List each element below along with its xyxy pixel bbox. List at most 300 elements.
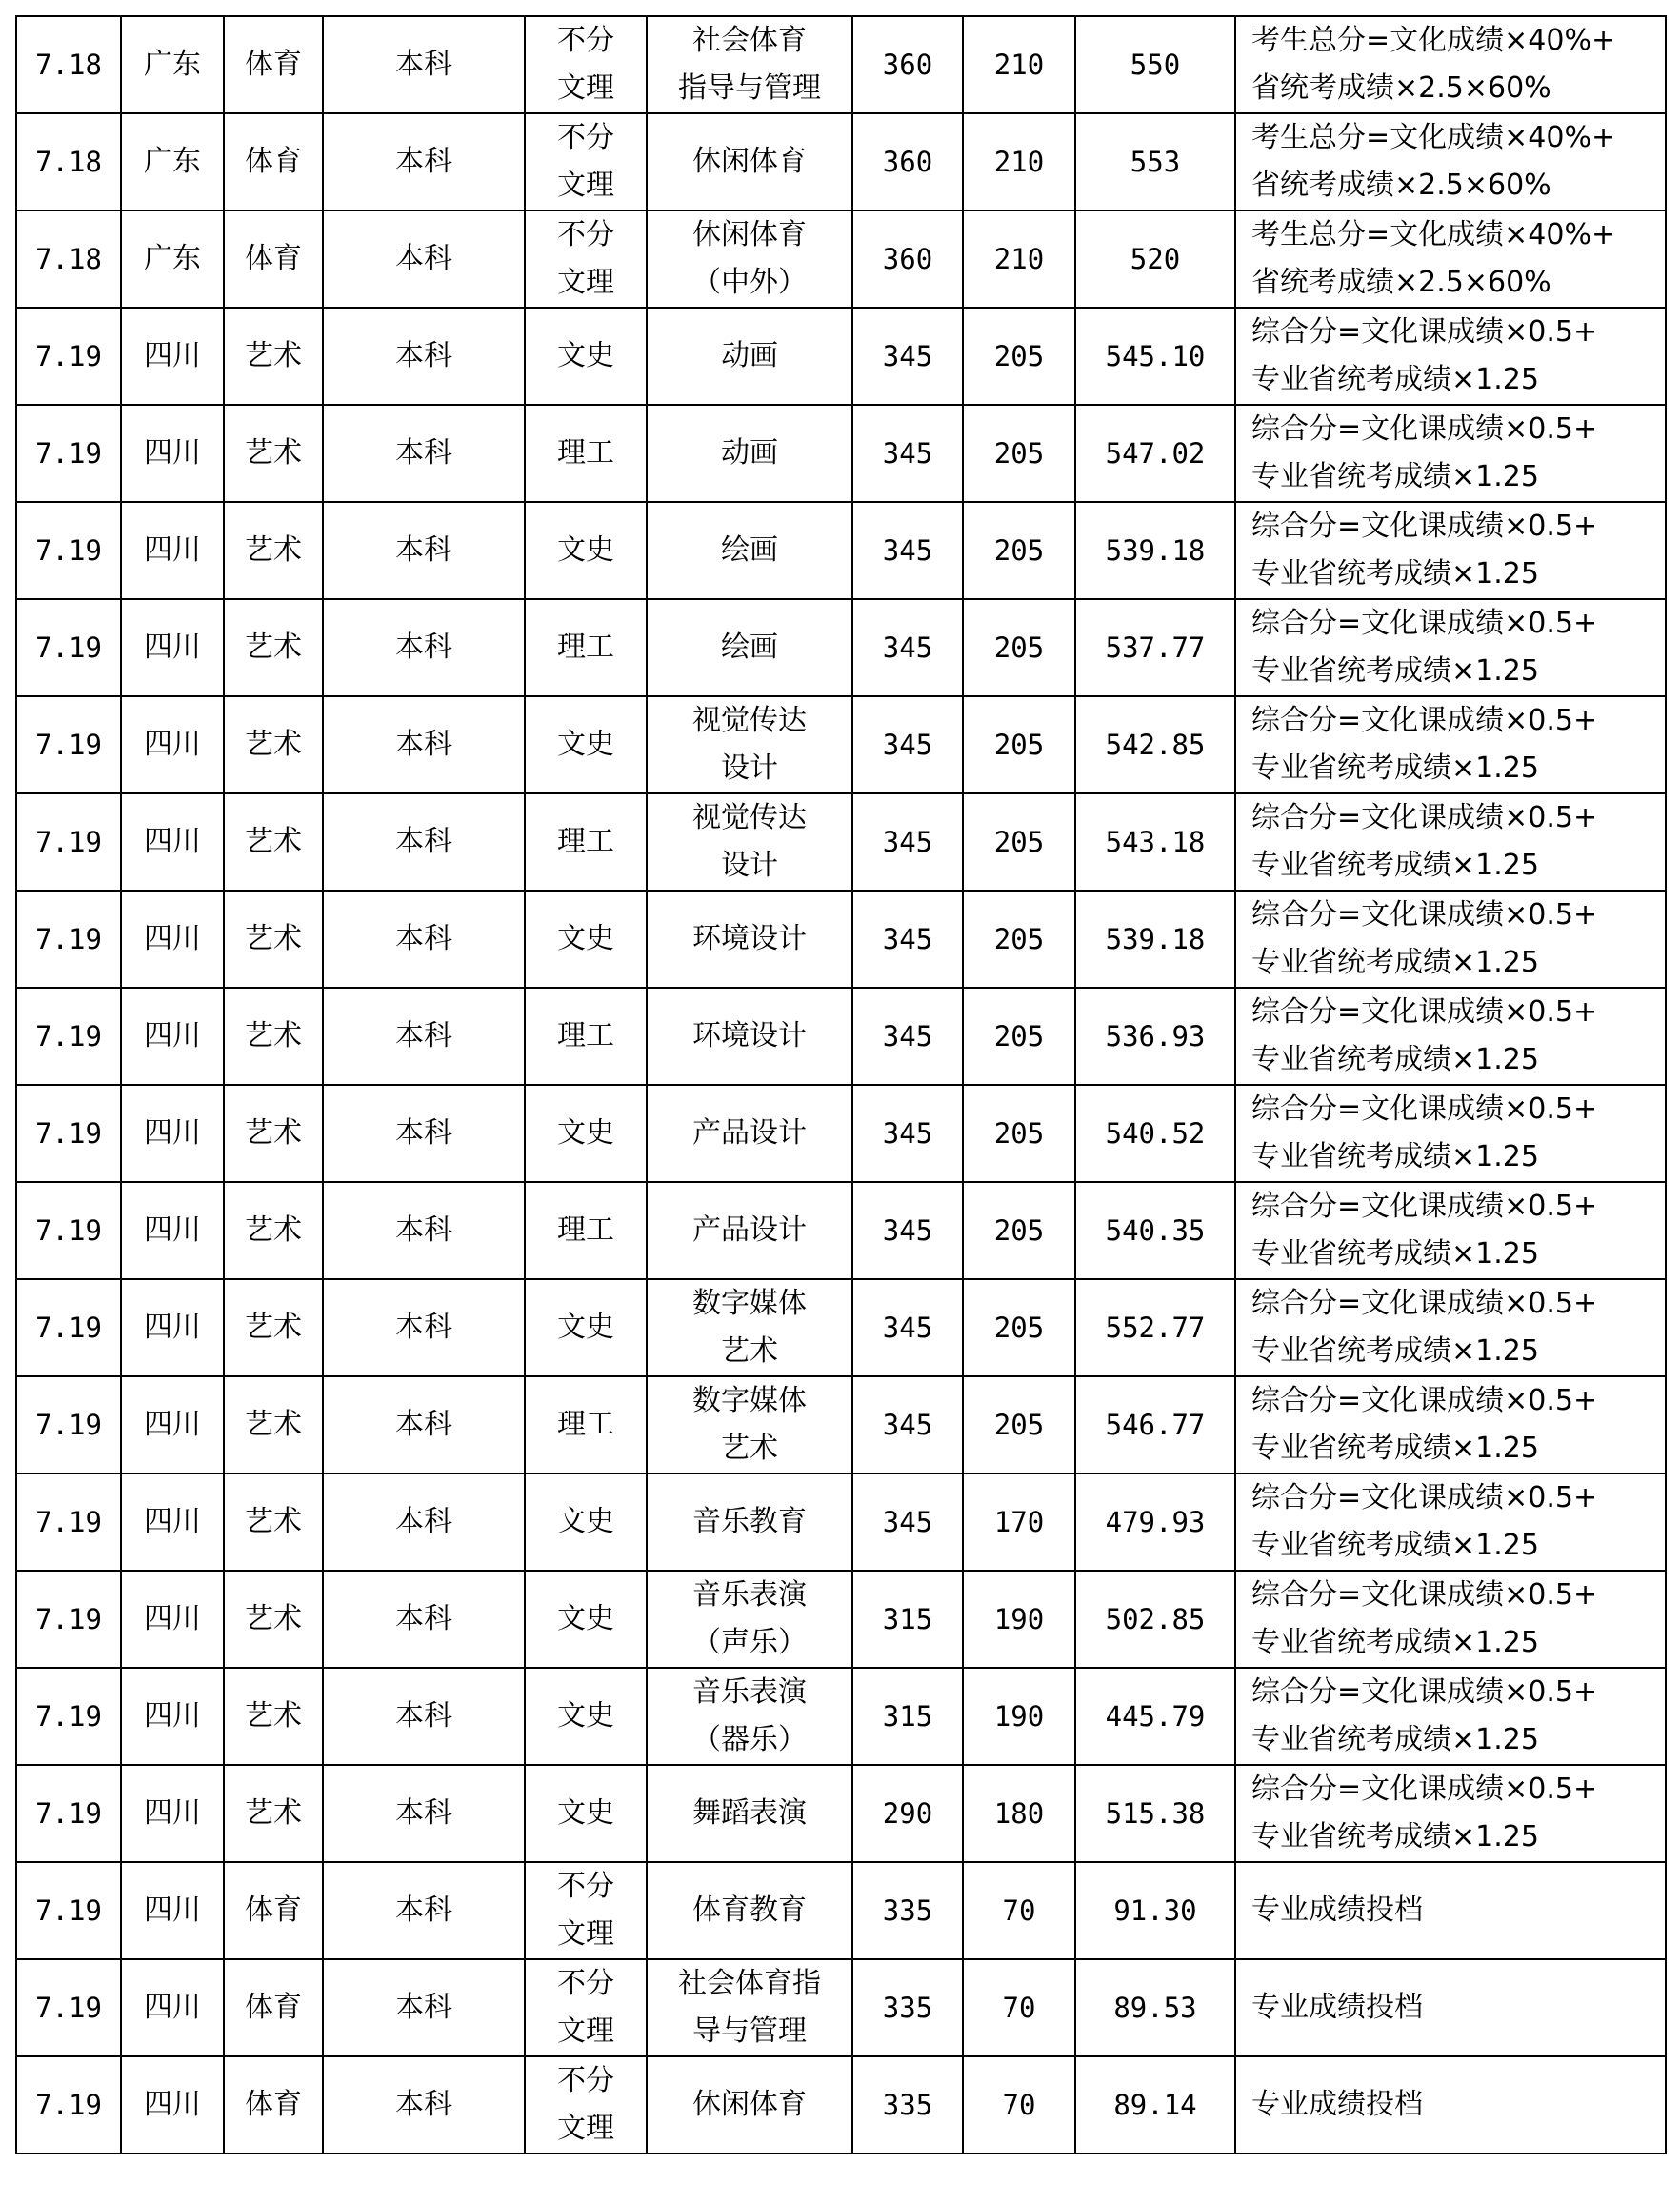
cell-col7 [852, 405, 963, 502]
cell-province-line: 四川 [144, 1116, 201, 1150]
cell-level-line: 本科 [395, 728, 452, 761]
cell-province [121, 793, 224, 891]
cell-note-line: 省统考成绩×2.5×60% [1251, 169, 1551, 202]
cell-category-line: 体育 [245, 48, 302, 81]
cell-date [16, 1279, 121, 1376]
cell-major-line: 指导与管理 [678, 71, 821, 105]
cell-track-line: 文史 [557, 1311, 614, 1344]
cell-major-line: 休闲体育 [692, 145, 807, 178]
cell-note-line: 综合分=文化课成绩×0.5+ [1251, 1481, 1598, 1514]
cell-col7 [852, 891, 963, 988]
cell-province-line: 四川 [144, 728, 201, 761]
cell-level-line: 本科 [395, 1893, 452, 1927]
cell-note [1235, 16, 1666, 113]
cell-col7 [852, 1473, 963, 1571]
cell-col7-line: 360 [882, 243, 933, 275]
cell-date [16, 599, 121, 696]
cell-note-line: 专业成绩投档 [1251, 2088, 1423, 2121]
cell-note [1235, 308, 1666, 405]
cell-col8 [963, 308, 1075, 405]
cell-major-line: 音乐表演 [692, 1675, 807, 1709]
table-row [16, 16, 1666, 113]
cell-note-line: 专业省统考成绩×1.25 [1251, 654, 1539, 688]
cell-category-line: 艺术 [245, 1602, 302, 1635]
cell-score-line: 543.18 [1105, 826, 1206, 858]
cell-note [1235, 502, 1666, 599]
cell-date [16, 16, 121, 113]
table-row [16, 502, 1666, 599]
cell-note-line: 综合分=文化课成绩×0.5+ [1251, 1675, 1598, 1709]
cell-score-line: 540.52 [1105, 1117, 1206, 1150]
cell-col8-line: 210 [993, 49, 1045, 81]
cell-major-line: 环境设计 [692, 1019, 807, 1052]
cell-province [121, 599, 224, 696]
cell-date [16, 405, 121, 502]
cell-level-line: 本科 [395, 145, 452, 178]
cell-category [224, 599, 323, 696]
cell-note [1235, 696, 1666, 793]
cell-major-line: 环境设计 [692, 922, 807, 955]
cell-note [1235, 2056, 1666, 2154]
cell-note-line: 综合分=文化课成绩×0.5+ [1251, 1190, 1598, 1223]
cell-col8-line: 180 [993, 1797, 1045, 1830]
cell-major [647, 1376, 852, 1473]
table-row [16, 891, 1666, 988]
cell-note [1235, 1571, 1666, 1668]
cell-col8-line: 70 [1002, 2089, 1036, 2121]
cell-date-line: 7.19 [35, 923, 102, 955]
cell-major-line: 设计 [721, 849, 778, 882]
cell-major [647, 1668, 852, 1765]
cell-level [323, 599, 525, 696]
cell-note-line: 专业省统考成绩×1.25 [1251, 460, 1539, 493]
cell-level-line: 本科 [395, 1991, 452, 2024]
cell-major [647, 793, 852, 891]
cell-track [525, 210, 647, 308]
cell-score [1075, 16, 1235, 113]
table-row [16, 1571, 1666, 1668]
cell-level-line: 本科 [395, 436, 452, 470]
cell-score-line: 542.85 [1105, 729, 1206, 761]
cell-col7 [852, 1376, 963, 1473]
cell-track [525, 1668, 647, 1765]
cell-major [647, 696, 852, 793]
cell-province [121, 1571, 224, 1668]
cell-score [1075, 1182, 1235, 1279]
cell-col7 [852, 113, 963, 210]
cell-category-line: 艺术 [245, 1213, 302, 1247]
cell-col8 [963, 696, 1075, 793]
cell-major [647, 1473, 852, 1571]
cell-major-line: 导与管理 [692, 2014, 807, 2048]
cell-note-line: 考生总分=文化成绩×40%+ [1251, 24, 1616, 57]
cell-major [647, 599, 852, 696]
cell-major-line: 舞蹈表演 [692, 1796, 807, 1830]
cell-col7 [852, 1085, 963, 1182]
cell-col8 [963, 988, 1075, 1085]
cell-note [1235, 1182, 1666, 1279]
cell-col7-line: 360 [882, 146, 933, 178]
cell-level-line: 本科 [395, 339, 452, 372]
cell-col7 [852, 1668, 963, 1765]
cell-col7-line: 345 [882, 1214, 933, 1247]
cell-col7 [852, 1182, 963, 1279]
cell-note [1235, 1668, 1666, 1765]
cell-category-line: 艺术 [245, 1505, 302, 1538]
cell-level [323, 308, 525, 405]
cell-note-line: 专业省统考成绩×1.25 [1251, 849, 1539, 882]
table-row [16, 1182, 1666, 1279]
cell-score [1075, 113, 1235, 210]
cell-level [323, 1182, 525, 1279]
cell-category [224, 1959, 323, 2056]
cell-track-line: 文史 [557, 1602, 614, 1635]
cell-category-line: 艺术 [245, 728, 302, 761]
cell-note-line: 专业省统考成绩×1.25 [1251, 1237, 1539, 1271]
cell-note [1235, 1473, 1666, 1571]
cell-major-line: 视觉传达 [692, 704, 807, 737]
cell-major [647, 2056, 852, 2154]
cell-track-line: 文史 [557, 339, 614, 372]
cell-category-line: 体育 [245, 242, 302, 275]
cell-major-line: 休闲体育 [692, 2088, 807, 2121]
cell-note [1235, 1085, 1666, 1182]
table-row [16, 1085, 1666, 1182]
cell-note-line: 专业成绩投档 [1251, 1893, 1423, 1927]
cell-province-line: 四川 [144, 1699, 201, 1733]
cell-note-line: 省统考成绩×2.5×60% [1251, 71, 1551, 105]
cell-date-line: 7.19 [35, 1214, 102, 1247]
cell-col8 [963, 502, 1075, 599]
cell-col8 [963, 113, 1075, 210]
cell-track [525, 1959, 647, 2056]
cell-category-line: 体育 [245, 2088, 302, 2121]
cell-col8 [963, 2056, 1075, 2154]
cell-date-line: 7.19 [35, 1992, 102, 2024]
cell-track-line: 不分 [557, 1967, 614, 2000]
cell-score [1075, 1473, 1235, 1571]
cell-col8-line: 170 [993, 1506, 1045, 1538]
cell-level [323, 1765, 525, 1862]
cell-province [121, 1279, 224, 1376]
table-row [16, 1862, 1666, 1959]
cell-track [525, 988, 647, 1085]
cell-category [224, 1279, 323, 1376]
cell-level-line: 本科 [395, 533, 452, 567]
table-row [16, 1376, 1666, 1473]
cell-col8 [963, 793, 1075, 891]
cell-date-line: 7.19 [35, 1797, 102, 1830]
cell-score-line: 536.93 [1105, 1020, 1206, 1052]
table-row [16, 793, 1666, 891]
cell-score-line: 89.53 [1113, 1992, 1197, 2024]
cell-date [16, 1182, 121, 1279]
cell-level-line: 本科 [395, 922, 452, 955]
cell-major [647, 210, 852, 308]
cell-note-line: 专业省统考成绩×1.25 [1251, 946, 1539, 979]
cell-level-line: 本科 [395, 1019, 452, 1052]
cell-score [1075, 502, 1235, 599]
cell-category [224, 1765, 323, 1862]
cell-note [1235, 405, 1666, 502]
cell-score-line: 540.35 [1105, 1214, 1206, 1247]
cell-category-line: 艺术 [245, 1019, 302, 1052]
cell-province-line: 四川 [144, 436, 201, 470]
cell-track-line: 理工 [557, 1408, 614, 1441]
cell-col7-line: 335 [882, 2089, 933, 2121]
cell-level-line: 本科 [395, 2088, 452, 2121]
cell-major-line: 音乐表演 [692, 1578, 807, 1612]
cell-level-line: 本科 [395, 1699, 452, 1733]
cell-province-line: 四川 [144, 1213, 201, 1247]
cell-date-line: 7.19 [35, 1894, 102, 1927]
table-row [16, 1668, 1666, 1765]
cell-province [121, 308, 224, 405]
cell-major [647, 1085, 852, 1182]
cell-date [16, 696, 121, 793]
cell-category [224, 1473, 323, 1571]
cell-note-line: 综合分=文化课成绩×0.5+ [1251, 315, 1598, 349]
cell-major [647, 308, 852, 405]
cell-level [323, 113, 525, 210]
cell-note-line: 专业省统考成绩×1.25 [1251, 1626, 1539, 1659]
cell-major [647, 16, 852, 113]
cell-col7-line: 345 [882, 340, 933, 372]
cell-date [16, 308, 121, 405]
cell-score-line: 552.77 [1105, 1312, 1206, 1344]
cell-province [121, 988, 224, 1085]
cell-category-line: 艺术 [245, 825, 302, 858]
cell-major-line: 社会体育 [692, 24, 807, 57]
cell-category [224, 308, 323, 405]
cell-province [121, 405, 224, 502]
cell-col8 [963, 1862, 1075, 1959]
cell-major [647, 988, 852, 1085]
cell-note-line: 专业省统考成绩×1.25 [1251, 751, 1539, 785]
cell-note-line: 省统考成绩×2.5×60% [1251, 266, 1551, 299]
cell-category-line: 艺术 [245, 1699, 302, 1733]
cell-province-line: 四川 [144, 1019, 201, 1052]
cell-note-line: 综合分=文化课成绩×0.5+ [1251, 1384, 1598, 1417]
cell-category-line: 艺术 [245, 1116, 302, 1150]
cell-note-line: 综合分=文化课成绩×0.5+ [1251, 412, 1598, 446]
cell-level-line: 本科 [395, 1602, 452, 1635]
cell-score-line: 539.18 [1105, 923, 1206, 955]
cell-date [16, 1765, 121, 1862]
cell-category [224, 1668, 323, 1765]
cell-date [16, 210, 121, 308]
cell-date [16, 2056, 121, 2154]
cell-col8-line: 205 [993, 923, 1045, 955]
cell-col8 [963, 210, 1075, 308]
cell-col8 [963, 599, 1075, 696]
cell-score-line: 539.18 [1105, 534, 1206, 567]
cell-track [525, 113, 647, 210]
cell-col7 [852, 210, 963, 308]
cell-major [647, 405, 852, 502]
cell-category [224, 696, 323, 793]
cell-major-line: 休闲体育 [692, 218, 807, 251]
cell-col8-line: 205 [993, 631, 1045, 664]
cell-major-line: 设计 [721, 751, 778, 785]
cell-major-line: 数字媒体 [692, 1384, 807, 1417]
cell-col8-line: 205 [993, 534, 1045, 567]
cell-province-line: 广东 [144, 242, 201, 275]
cell-province-line: 四川 [144, 922, 201, 955]
cell-province-line: 四川 [144, 1893, 201, 1927]
cell-major-line: （声乐） [692, 1626, 807, 1659]
cell-date-line: 7.19 [35, 340, 102, 372]
cell-col7-line: 345 [882, 1409, 933, 1441]
cell-col8-line: 190 [993, 1603, 1045, 1635]
cell-province-line: 四川 [144, 339, 201, 372]
cell-province [121, 1668, 224, 1765]
cell-note [1235, 1279, 1666, 1376]
cell-col8-line: 70 [1002, 1992, 1036, 2024]
cell-category [224, 1376, 323, 1473]
cell-major-line: 绘画 [721, 631, 778, 664]
cell-date-line: 7.19 [35, 1409, 102, 1441]
cell-note-line: 综合分=文化课成绩×0.5+ [1251, 898, 1598, 932]
cell-date-line: 7.19 [35, 1603, 102, 1635]
cell-score-line: 89.14 [1113, 2089, 1197, 2121]
cell-col8-line: 205 [993, 1312, 1045, 1344]
cell-track-line: 理工 [557, 1213, 614, 1247]
cell-major-line: 动画 [721, 339, 778, 372]
cell-category [224, 793, 323, 891]
cell-track-line: 不分 [557, 1870, 614, 1903]
cell-note-line: 综合分=文化课成绩×0.5+ [1251, 510, 1598, 543]
cell-date-line: 7.19 [35, 1700, 102, 1733]
cell-major [647, 1959, 852, 2056]
cell-level [323, 16, 525, 113]
table-row [16, 113, 1666, 210]
cell-date-line: 7.19 [35, 437, 102, 470]
cell-score [1075, 405, 1235, 502]
cell-score [1075, 988, 1235, 1085]
cell-major-line: 产品设计 [692, 1213, 807, 1247]
cell-note [1235, 1765, 1666, 1862]
cell-date-line: 7.19 [35, 1020, 102, 1052]
cell-date [16, 1376, 121, 1473]
cell-level-line: 本科 [395, 825, 452, 858]
cell-note-line: 专业省统考成绩×1.25 [1251, 1529, 1539, 1562]
cell-level-line: 本科 [395, 242, 452, 275]
cell-col7-line: 335 [882, 1894, 933, 1927]
cell-level-line: 本科 [395, 1116, 452, 1150]
cell-col7-line: 345 [882, 1312, 933, 1344]
cell-track-line: 文理 [557, 1917, 614, 1951]
cell-date-line: 7.19 [35, 1117, 102, 1150]
cell-province [121, 1473, 224, 1571]
cell-date [16, 988, 121, 1085]
cell-date-line: 7.19 [35, 826, 102, 858]
cell-level [323, 210, 525, 308]
cell-col7-line: 315 [882, 1700, 933, 1733]
cell-col7 [852, 599, 963, 696]
cell-note [1235, 113, 1666, 210]
cell-province-line: 四川 [144, 1991, 201, 2024]
cell-col8 [963, 1085, 1075, 1182]
cell-track [525, 1376, 647, 1473]
cell-track-line: 理工 [557, 825, 614, 858]
cell-col7-line: 345 [882, 1117, 933, 1150]
cell-track [525, 891, 647, 988]
cell-province [121, 210, 224, 308]
cell-col7 [852, 1765, 963, 1862]
cell-date-line: 7.19 [35, 2089, 102, 2121]
cell-track [525, 599, 647, 696]
cell-date-line: 7.19 [35, 1506, 102, 1538]
cell-major-line: 艺术 [721, 1432, 778, 1465]
cell-level-line: 本科 [395, 631, 452, 664]
cell-level [323, 1959, 525, 2056]
cell-score [1075, 793, 1235, 891]
cell-score-line: 550 [1130, 49, 1181, 81]
cell-col8 [963, 891, 1075, 988]
cell-province-line: 广东 [144, 48, 201, 81]
cell-col7-line: 345 [882, 826, 933, 858]
cell-note-line: 专业省统考成绩×1.25 [1251, 1723, 1539, 1756]
cell-category [224, 210, 323, 308]
cell-col7-line: 335 [882, 1992, 933, 2024]
cell-score [1075, 599, 1235, 696]
cell-major [647, 1862, 852, 1959]
cell-date [16, 1473, 121, 1571]
cell-track-line: 不分 [557, 218, 614, 251]
cell-category-line: 体育 [245, 1893, 302, 1927]
cell-major-line: 社会体育指 [678, 1967, 821, 2000]
cell-score [1075, 1765, 1235, 1862]
cell-col8 [963, 1959, 1075, 2056]
cell-province-line: 四川 [144, 2088, 201, 2121]
cell-track [525, 502, 647, 599]
table-row [16, 1279, 1666, 1376]
cell-major-line: 数字媒体 [692, 1287, 807, 1320]
cell-track-line: 文理 [557, 169, 614, 202]
cell-province-line: 四川 [144, 1311, 201, 1344]
cell-level [323, 2056, 525, 2154]
cell-category [224, 1862, 323, 1959]
cell-col7 [852, 502, 963, 599]
cell-province-line: 四川 [144, 1408, 201, 1441]
cell-date [16, 1668, 121, 1765]
cell-col7-line: 345 [882, 534, 933, 567]
table-row [16, 2056, 1666, 2154]
cell-col7-line: 360 [882, 49, 933, 81]
cell-score [1075, 210, 1235, 308]
cell-col8 [963, 1473, 1075, 1571]
cell-track-line: 文史 [557, 533, 614, 567]
cell-note-line: 考生总分=文化成绩×40%+ [1251, 121, 1616, 154]
cell-track [525, 1279, 647, 1376]
cell-major-line: 绘画 [721, 533, 778, 567]
cell-score-line: 547.02 [1105, 437, 1206, 470]
cell-province [121, 891, 224, 988]
cell-col8-line: 210 [993, 243, 1045, 275]
cell-score-line: 445.79 [1105, 1700, 1206, 1733]
cell-level [323, 1571, 525, 1668]
cell-col8-line: 190 [993, 1700, 1045, 1733]
cell-col7 [852, 1571, 963, 1668]
cell-level-line: 本科 [395, 1311, 452, 1344]
cell-track-line: 文理 [557, 71, 614, 105]
cell-category [224, 1571, 323, 1668]
cell-note-line: 专业省统考成绩×1.25 [1251, 1043, 1539, 1076]
table-row [16, 1959, 1666, 2056]
cell-score-line: 515.38 [1105, 1797, 1206, 1830]
cell-col8 [963, 1376, 1075, 1473]
